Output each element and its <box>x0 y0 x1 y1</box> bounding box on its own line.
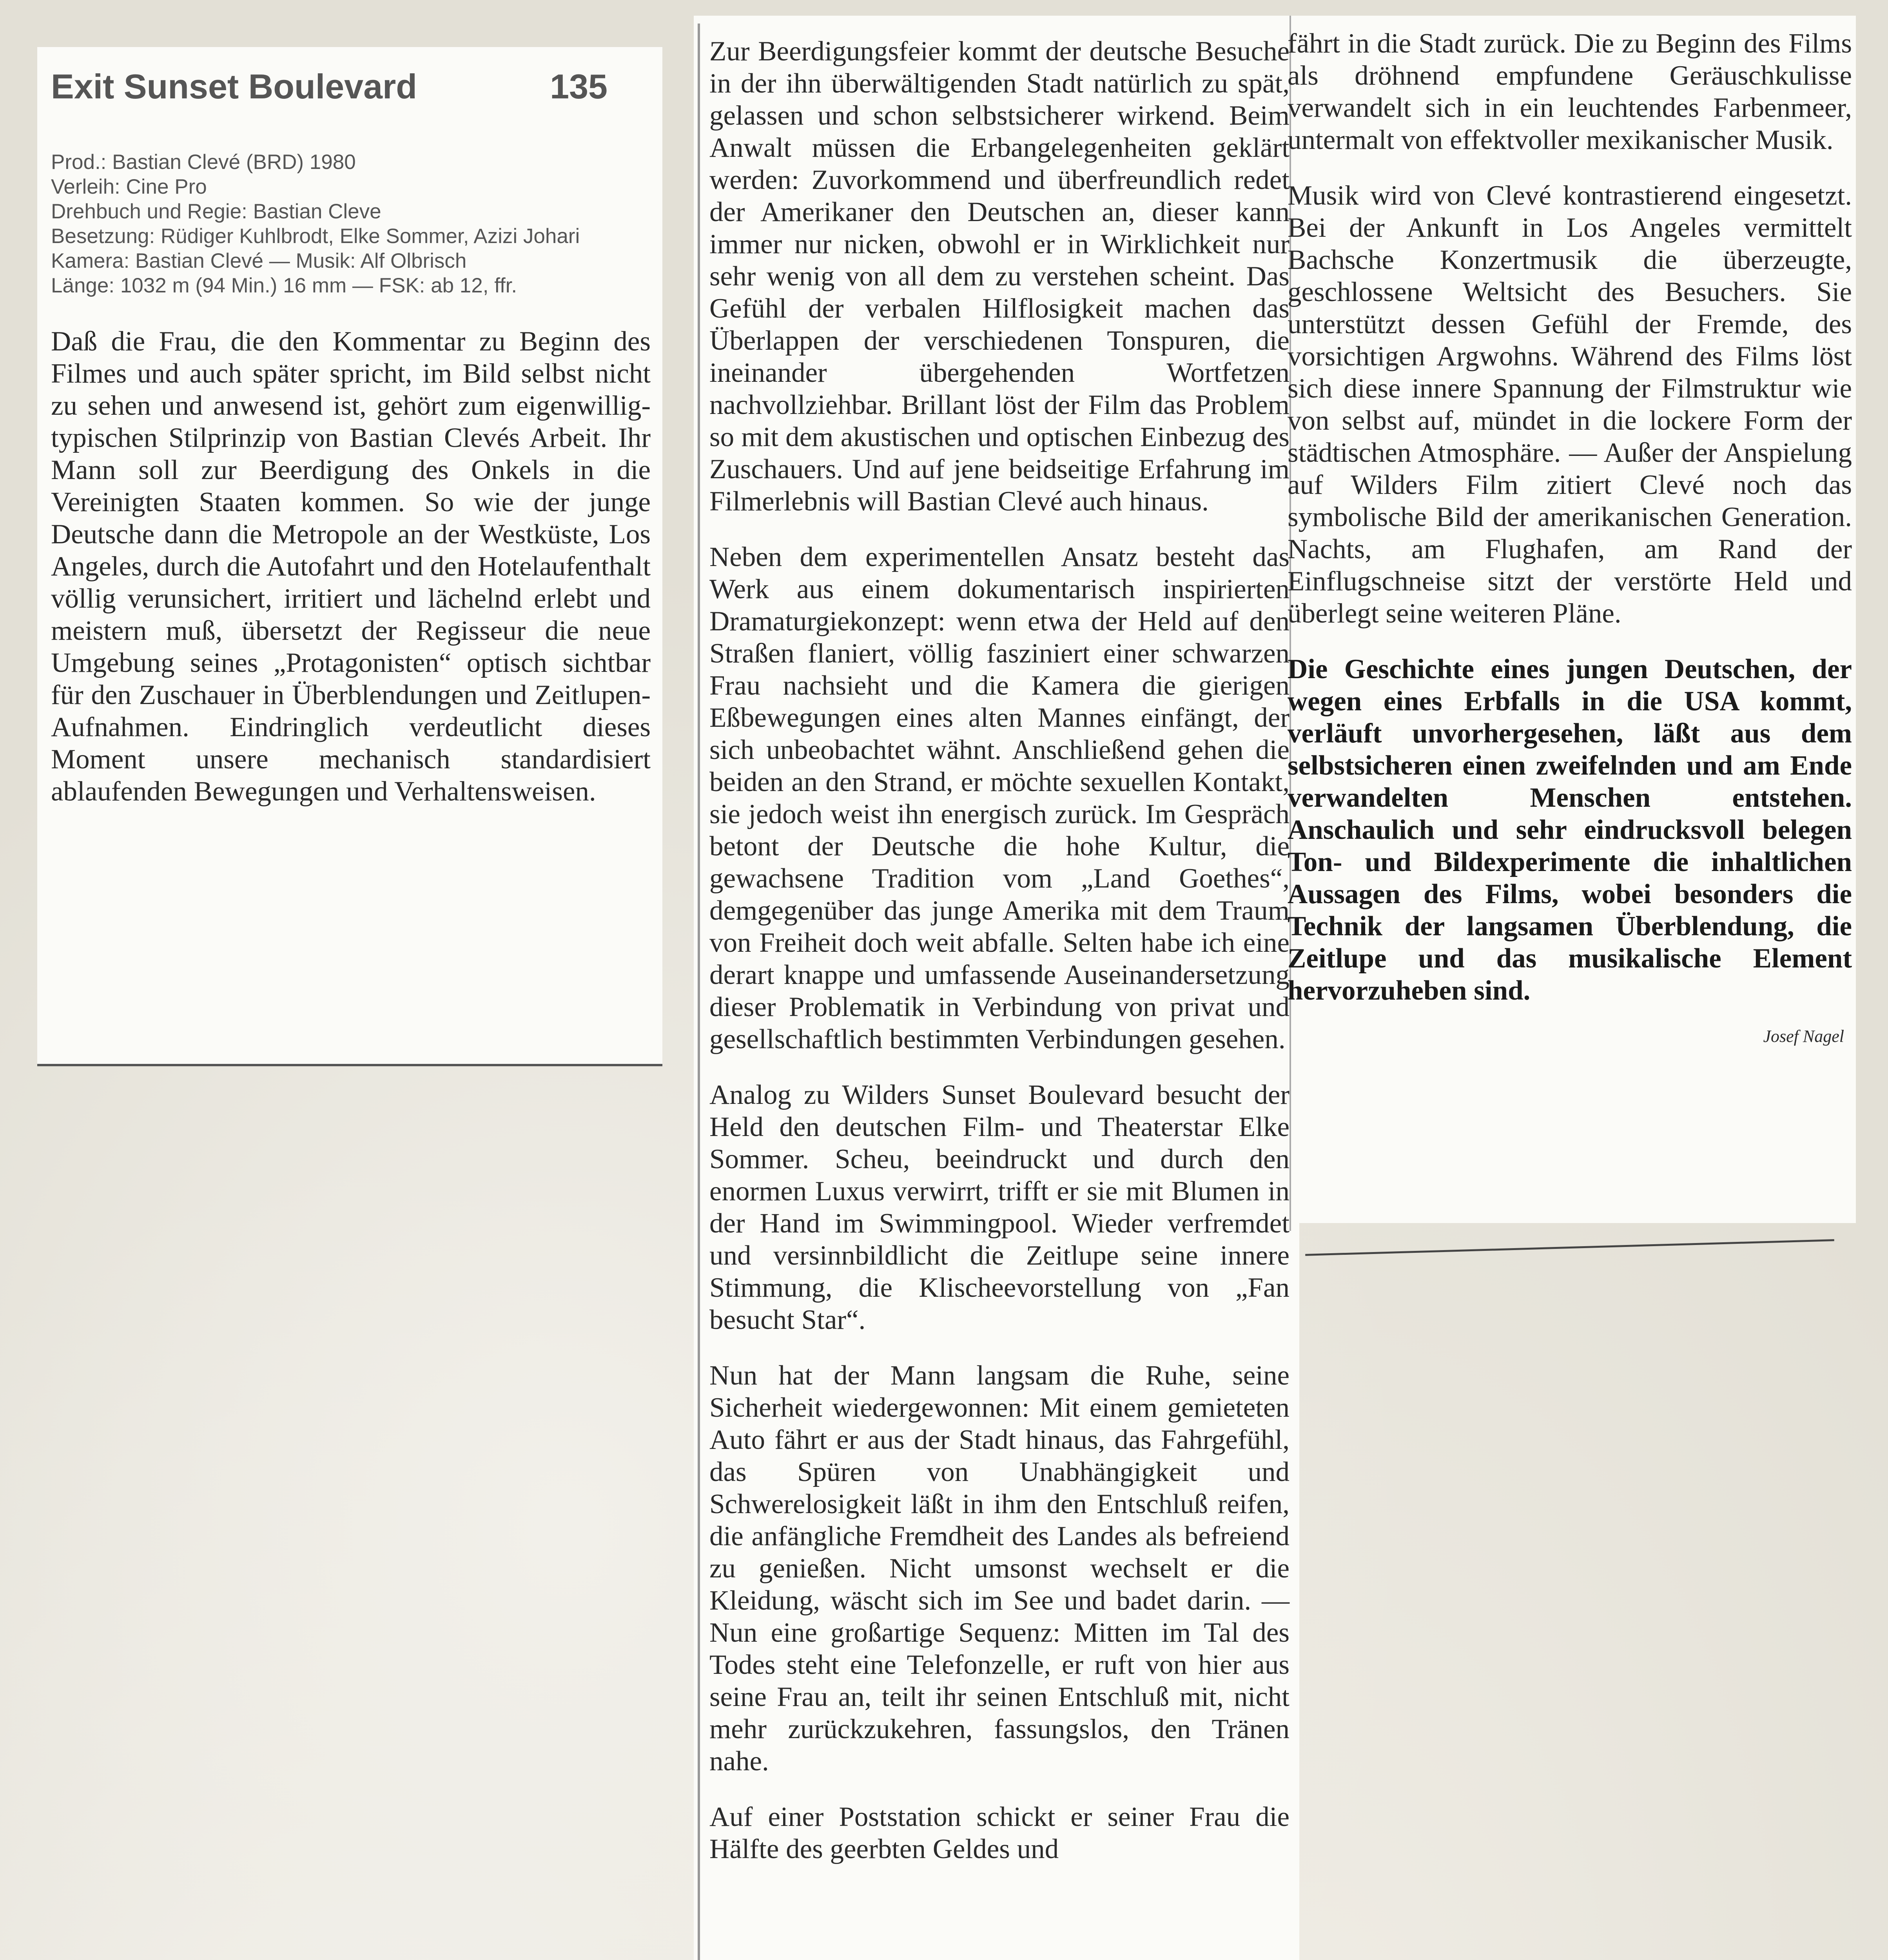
credit-line: Verleih: Cine Pro <box>51 175 207 198</box>
column-3 <box>1288 27 1852 1046</box>
article-number: 135 <box>550 67 608 106</box>
credit-line: Drehbuch und Regie: Bastian Cleve <box>51 200 381 223</box>
film-credits <box>51 150 651 298</box>
credit-line: Länge: 1032 m (94 Min.) 16 mm — FSK: ab 12, ffr. <box>51 274 517 297</box>
paragraph: Musik wird von Clevé kontrastierend eingesetzt. Bei der Ankunft in Los Angeles vermittelt Bachsche Konzertmusik die überzeugte, geschlossene Weltsicht des Besuchers. Sie unterstützt dessen Gefühl der Fremde, des vorsichtigen Argwohns. Während des Films löst sich diese innere Spannung der Filmstruktur wie von selbst auf, mündet in die lockere Form der städtischen Atmosphäre. — Außer der Anspielung auf Wilders Film zitiert Clevé noch das symbolische Bild der amerikanischen Generation. Nachts, am Flughafen, am Rand der Einflugschneise sitzt der verstörte Held und überlegt seine weiteren Pläne. <box>1288 180 1852 629</box>
article-header <box>51 67 651 107</box>
paragraph: Auf einer Poststation schickt er seiner Frau die Hälfte des geerbten Geldes und <box>709 1802 1289 1864</box>
credit-line: Besetzung: Rüdiger Kuhlbrodt, Elke Sommer, Azizi Johari <box>51 225 580 248</box>
summary-paragraph: Die Geschichte eines jungen Deutschen, der wegen eines Erbfalls in die USA kommt, verläuft unvorhergesehen, läßt aus dem selbstsicheren einen zweifelnden und am Ende verwandelten Menschen entstehen. Anschaulich und sehr eindrucksvoll belegen Ton- und Bildexperimente die inhaltlichen Aussagen des Films, wobei besonders die Technik der langsamen Überblendung, die Zeitlupe und das musikalische Element hervorzuheben sind. <box>1288 654 1852 1006</box>
column-2 <box>709 35 1289 1889</box>
article-title: Exit Sunset Boulevard <box>51 67 417 106</box>
paragraph: Daß die Frau, die den Kommentar zu Beginn des Filmes und auch später spricht, im Bild selbst nicht zu sehen und anwesend ist, gehört zum eigenwillig-typischen Stilprinzip von Bastian Clevés Arbeit. Ihr Mann soll zur Beerdigung des Onkels in die Vereinigten Staaten kommen. So wie der junge Deutsche dann die Metropole an der Westküste, Los Angeles, durch die Autofahrt und den Hotelaufenthalt völlig verunsichert, irritiert und lächelnd erlebt und meistern muß, übersetzt der Regisseur die neue Umgebung seines „Protagonisten“ optisch sichtbar für den Zuschauer in Überblendungen und Zeitlupen-Aufnahmen. Eindringlich verdeutlicht dieses Moment unsere mechanisch standardisiert ablaufenden Bewegungen und Verhaltensweisen. <box>51 326 651 807</box>
cut-edge-middle <box>698 24 700 1960</box>
paragraph: Nun hat der Mann langsam die Ruhe, seine Sicherheit wiedergewonnen: Mit einem gemieteten Auto fährt er aus der Stadt hinaus, das Fahrgefühl, das Spüren von Unabhängigkeit und Schwerelosigkeit läßt in ihm den Entschluß reifen, die anfängliche Fremdheit des Landes als befreiend zu genießen. Nicht umsonst wechselt er die Kleidung, wäscht sich im See und badet darin. — Nun eine großartige Sequenz: Mitten im Tal des Todes steht eine Telefonzelle, er ruft von hier aus seine Frau an, teilt ihr seinen Entschluß mit, nicht mehr zurückzukehren, fassungslos, den Tränen nahe. <box>709 1360 1289 1777</box>
paragraph: fährt in die Stadt zurück. Die zu Beginn des Films als dröhnend empfundene Geräuschkulisse verwandelt sich in ein leuchtendes Farbenmeer, untermalt von effektvoller mexikanischer Musik. <box>1288 28 1852 155</box>
paragraph: Zur Beerdigungsfeier kommt der deutsche Besuche in der ihn überwältigenden Stadt natürlich zu spät, gelassen und schon selbstsicherer wirkend. Beim Anwalt müssen die Erbangelegenheiten geklärt werden: Zuvorkommend und überfreundlich redet der Amerikaner den Deutschen an, dieser kann immer nur nicken, obwohl er in Wirklichkeit nur sehr wenig von all dem zu verstehen scheint. Das Gefühl der verbalen Hilflosigkeit machen das Überlappen der verschiedenen Tonspuren, die ineinander übergehenden Wortfetzen nachvollziehbar. Brillant löst der Film das Problem so mit dem akustischen und optischen Einbezug des Zuschauers. Und auf jene beidseitige Erfahrung im Filmerlebnis will Bastian Clevé auch hinaus. <box>709 36 1289 517</box>
column-1 <box>51 67 651 831</box>
credit-line: Prod.: Bastian Clevé (BRD) 1980 <box>51 151 356 174</box>
credit-line: Kamera: Bastian Clevé — Musik: Alf Olbrisch <box>51 249 467 272</box>
paragraph: Neben dem experimentellen Ansatz besteht das Werk aus einem dokumentarisch inspirierten Dramaturgiekonzept: wenn etwa der Held auf den Straßen flaniert, völlig fasziniert einer schwarzen Frau nachsieht und die Kamera die gierigen Eßbewegungen eines alten Mannes einfängt, der sich unbeobachtet wähnt. Anschließend gehen die beiden an den Strand, er möchte sexuellen Kontakt, sie jedoch weist ihn energisch zurück. Im Gespräch betont der Deutsche die hohe Kultur, die gewachsene Tradition vom „Land Goethes“, demgegenüber das junge Amerika mit dem Traum von Freiheit doch weit abfalle. Selten habe ich eine derart knappe und umfassende Auseinandersetzung dieser Problematik in Verbindung von privat und gesellschaftlich bestimmten Verbindungen gesehen. <box>709 542 1289 1054</box>
paragraph: Analog zu Wilders Sunset Boulevard besucht der Held den deutschen Film- und Theaterstar Elke Sommer. Scheu, beeindruckt und durch den enormen Luxus verwirrt, trifft er sie mit Blumen in der Hand im Swimmingpool. Wieder verfremdet und versinnbildlicht die Zeitlupe seine innere Stimmung, die Klischeevorstellung von „Fan besucht Star“. <box>709 1080 1289 1335</box>
author-signature: Josef Nagel <box>1763 1027 1844 1046</box>
